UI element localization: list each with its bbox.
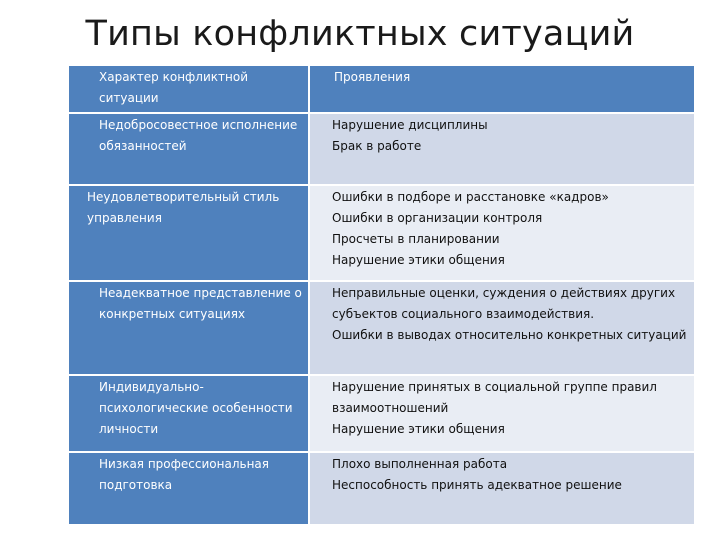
header-type-label: Характер конфликтной ситуации xyxy=(99,70,248,105)
manifestation-item: Нарушение этики общения xyxy=(332,253,505,267)
row-manifestations-cell xyxy=(309,281,694,375)
row-type-cell xyxy=(69,452,309,525)
table-row xyxy=(69,452,694,525)
manifestation-item: Брак в работе xyxy=(332,139,422,153)
row-manifestations-cell xyxy=(309,452,694,525)
slide-title: Типы конфликтных ситуаций xyxy=(85,14,635,54)
manifestation-item: Ошибки в организации контроля xyxy=(332,211,543,225)
manifestation-item: Нарушение этики общения xyxy=(332,422,505,436)
row-manifestations-cell xyxy=(309,113,694,185)
row-type-text: Неудовлетворительный стиль управления xyxy=(87,190,280,225)
row-type-text: Индивидуально-психологические особенности личности xyxy=(99,380,293,436)
manifestation-item: Нарушение дисциплины xyxy=(332,118,488,132)
row-type-cell xyxy=(69,375,309,452)
row-type-cell xyxy=(69,113,309,185)
manifestation-item: Плохо выполненная работа xyxy=(332,457,508,471)
manifestation-item: Ошибки в подборе и расстановке «кадров» xyxy=(332,190,609,204)
row-type-text: Низкая профессиональная подготовка xyxy=(99,457,269,492)
table-row xyxy=(69,375,694,452)
manifestation-item: Ошибки в выводах относительно конкретных ситуаций xyxy=(332,328,687,342)
header-manifestations-text xyxy=(310,66,694,88)
table-row xyxy=(69,113,694,185)
header-cell-type xyxy=(69,66,309,113)
manifestation-item: Неспособность принять адекватное решение xyxy=(332,478,622,492)
row-type-cell xyxy=(69,281,309,375)
header-type-text xyxy=(69,66,308,109)
row-type-cell xyxy=(69,185,309,281)
header-cell-manifestations xyxy=(309,66,694,113)
conflict-types-table xyxy=(69,66,694,526)
manifestation-item: Неправильные оценки, суждения о действиях других субъектов социального взаимодействия. xyxy=(332,286,676,321)
manifestation-item: Нарушение принятых в социальной группе правил взаимоотношений xyxy=(332,380,657,415)
row-type-text: Неадекватное представление о конкретных ситуациях xyxy=(99,286,302,321)
manifestation-item: Просчеты в планировании xyxy=(332,232,500,246)
row-type-text: Недобросовестное исполнение обязанностей xyxy=(99,118,298,153)
row-manifestations-cell xyxy=(309,375,694,452)
header-manifestations-label: Проявления xyxy=(334,70,411,84)
table-row xyxy=(69,281,694,375)
row-manifestations-cell xyxy=(309,185,694,281)
table-header-row xyxy=(69,66,694,113)
table-row xyxy=(69,185,694,281)
